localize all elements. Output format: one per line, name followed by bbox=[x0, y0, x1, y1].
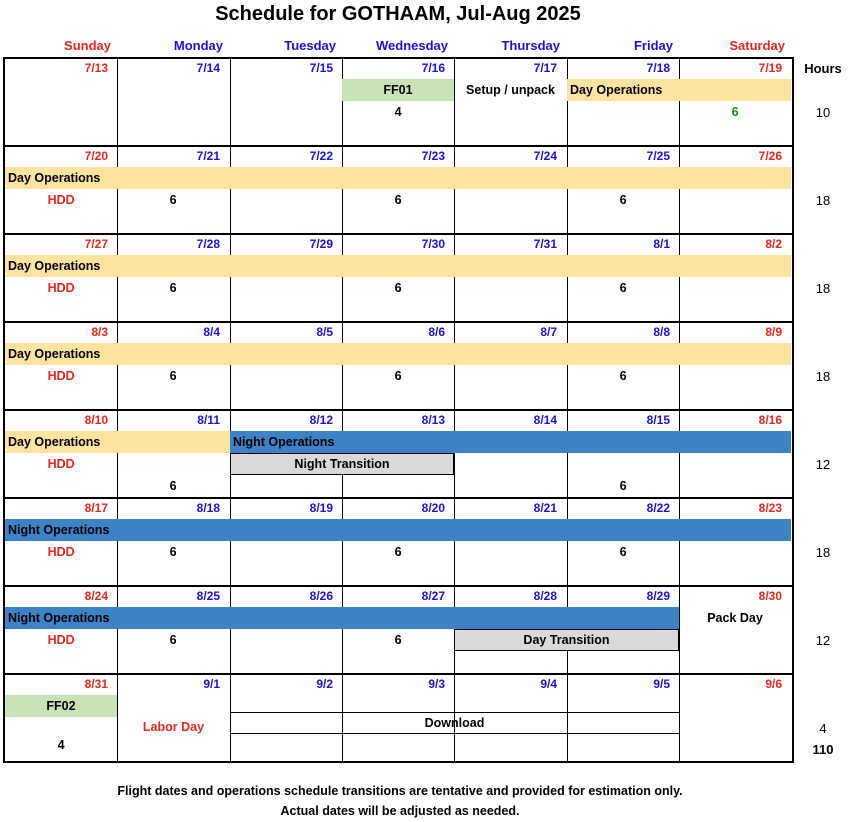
night-operations-band bbox=[5, 519, 791, 541]
date-label: 8/10 bbox=[84, 413, 108, 427]
date-label: 9/3 bbox=[428, 677, 445, 691]
weekly-hours: 18 bbox=[815, 369, 831, 384]
date-label: 7/30 bbox=[421, 237, 445, 251]
date-label: 8/20 bbox=[421, 501, 445, 515]
hours-value: 6 bbox=[169, 369, 177, 383]
hdd-label: HDD bbox=[47, 457, 75, 471]
week-row bbox=[3, 145, 794, 235]
hours-value: 6 bbox=[731, 105, 739, 119]
date-label: 8/30 bbox=[758, 589, 782, 603]
hours-value: 6 bbox=[619, 479, 627, 493]
hdd-label: HDD bbox=[47, 281, 75, 295]
date-label: 8/22 bbox=[646, 501, 670, 515]
page-title: Schedule for GOTHAAM, Jul-Aug 2025 bbox=[215, 3, 581, 25]
hours-value: 6 bbox=[619, 193, 627, 207]
day-operations-band bbox=[5, 343, 791, 365]
date-label: 7/24 bbox=[533, 149, 557, 163]
date-label: 7/17 bbox=[533, 61, 557, 75]
weekly-hours: 12 bbox=[815, 457, 831, 472]
hours-value: 6 bbox=[619, 369, 627, 383]
date-label: 8/2 bbox=[765, 237, 782, 251]
hours-value: 6 bbox=[394, 281, 402, 295]
date-label: 7/15 bbox=[309, 61, 333, 75]
date-label: 7/19 bbox=[758, 61, 782, 75]
date-label: 8/18 bbox=[196, 501, 220, 515]
date-label: 8/15 bbox=[646, 413, 670, 427]
date-label: 8/31 bbox=[84, 677, 108, 691]
band-label: Day Operations bbox=[8, 435, 101, 449]
band-label: Day Operations bbox=[8, 171, 101, 185]
band-label: Night Operations bbox=[233, 435, 335, 449]
date-label: 7/23 bbox=[421, 149, 445, 163]
date-label: 8/1 bbox=[653, 237, 670, 251]
date-label: 7/28 bbox=[196, 237, 220, 251]
night-operations-band bbox=[230, 431, 791, 453]
hours-value: 4 bbox=[394, 105, 402, 119]
band-label: Night Operations bbox=[8, 523, 110, 537]
date-label: 8/19 bbox=[309, 501, 333, 515]
hours-value: 6 bbox=[169, 545, 177, 559]
day-operations-band bbox=[5, 167, 791, 189]
weekly-hours: 4 bbox=[819, 721, 827, 736]
day-header-friday: Friday bbox=[633, 38, 673, 53]
day-operations-band bbox=[5, 255, 791, 277]
flight-band bbox=[342, 79, 454, 101]
footer-note-1: Flight dates and operations schedule transitions are tentative and provided for estimation only. bbox=[117, 784, 683, 798]
band-label: Day Operations bbox=[8, 259, 101, 273]
date-label: 7/31 bbox=[533, 237, 557, 251]
week-row bbox=[3, 409, 794, 499]
hdd-label: HDD bbox=[47, 193, 75, 207]
date-label: 8/8 bbox=[653, 325, 670, 339]
day-header-thursday: Thursday bbox=[501, 38, 560, 53]
band-label: Day Operations bbox=[8, 347, 101, 361]
date-label: 8/28 bbox=[533, 589, 557, 603]
holiday-label: Labor Day bbox=[142, 720, 205, 734]
total-hours: 110 bbox=[812, 742, 834, 757]
hours-value: 6 bbox=[394, 369, 402, 383]
date-label: 7/18 bbox=[646, 61, 670, 75]
day-header-tuesday: Tuesday bbox=[284, 38, 336, 53]
date-label: 9/4 bbox=[540, 677, 557, 691]
band-label: FF02 bbox=[46, 699, 76, 713]
date-label: 8/27 bbox=[421, 589, 445, 603]
day-header-monday: Monday bbox=[173, 38, 223, 53]
day-header-sunday: Sunday bbox=[64, 38, 111, 53]
date-label: 8/6 bbox=[428, 325, 445, 339]
date-label: 8/24 bbox=[84, 589, 108, 603]
date-label: 7/27 bbox=[84, 237, 108, 251]
hours-value: 6 bbox=[619, 281, 627, 295]
week-row bbox=[3, 585, 794, 675]
date-label: 7/20 bbox=[84, 149, 108, 163]
date-label: 8/21 bbox=[533, 501, 557, 515]
event-label: Setup / unpack bbox=[466, 83, 555, 97]
date-label: 9/5 bbox=[653, 677, 670, 691]
date-label: 7/13 bbox=[84, 61, 108, 75]
week-row bbox=[3, 57, 794, 147]
date-label: 8/26 bbox=[309, 589, 333, 603]
hdd-label: HDD bbox=[47, 633, 75, 647]
day-operations-band bbox=[567, 79, 791, 101]
footer-note-2: Actual dates will be adjusted as needed. bbox=[280, 804, 520, 818]
hours-value: 6 bbox=[394, 633, 402, 647]
day-header-wednesday: Wednesday bbox=[375, 38, 448, 53]
night-operations-band bbox=[5, 607, 679, 629]
date-label: 8/17 bbox=[84, 501, 108, 515]
hours-value: 6 bbox=[169, 479, 177, 493]
date-label: 8/29 bbox=[646, 589, 670, 603]
date-label: 8/25 bbox=[196, 589, 220, 603]
hours-value: 6 bbox=[394, 545, 402, 559]
week-row bbox=[3, 321, 794, 411]
flight-band bbox=[5, 695, 117, 717]
day-operations-band bbox=[5, 431, 230, 453]
weekly-hours: 10 bbox=[815, 105, 831, 120]
hours-value: 4 bbox=[57, 738, 65, 752]
transition-band: Day Transition bbox=[454, 629, 679, 651]
date-label: 9/2 bbox=[316, 677, 333, 691]
date-label: 8/13 bbox=[421, 413, 445, 427]
date-label: 8/11 bbox=[197, 413, 220, 427]
date-label: 7/14 bbox=[196, 61, 220, 75]
weekly-hours: 18 bbox=[815, 281, 831, 296]
hours-header: Hours bbox=[804, 61, 842, 76]
band-label: Night Operations bbox=[8, 611, 110, 625]
date-label: 8/4 bbox=[203, 325, 220, 339]
weekly-hours: 18 bbox=[815, 545, 831, 560]
hours-value: 6 bbox=[169, 193, 177, 207]
date-label: 8/23 bbox=[758, 501, 782, 515]
hours-value: 6 bbox=[169, 281, 177, 295]
date-label: 8/14 bbox=[533, 413, 557, 427]
hours-value: 6 bbox=[394, 193, 402, 207]
date-label: 9/1 bbox=[203, 677, 220, 691]
band-label: FF01 bbox=[383, 83, 413, 97]
date-label: 8/7 bbox=[540, 325, 557, 339]
band-label: Day Operations bbox=[570, 83, 663, 97]
weekly-hours: 18 bbox=[815, 193, 831, 208]
date-label: 7/22 bbox=[309, 149, 333, 163]
hdd-label: HDD bbox=[47, 545, 75, 559]
date-label: 7/25 bbox=[646, 149, 670, 163]
hdd-label: HDD bbox=[47, 369, 75, 383]
day-header-saturday: Saturday bbox=[729, 38, 785, 53]
weekly-hours: 12 bbox=[815, 633, 831, 648]
week-row bbox=[3, 673, 794, 763]
date-label: 7/26 bbox=[758, 149, 782, 163]
date-label: 8/3 bbox=[91, 325, 108, 339]
date-label: 8/9 bbox=[765, 325, 782, 339]
hours-value: 6 bbox=[619, 545, 627, 559]
week-row bbox=[3, 497, 794, 587]
transition-band: Night Transition bbox=[230, 453, 454, 475]
date-label: 8/12 bbox=[309, 413, 333, 427]
date-label: 8/5 bbox=[316, 325, 333, 339]
date-label: 8/16 bbox=[758, 413, 782, 427]
date-label: 9/6 bbox=[765, 677, 782, 691]
date-label: 7/16 bbox=[421, 61, 445, 75]
date-label: 7/21 bbox=[196, 149, 220, 163]
date-label: 7/29 bbox=[309, 237, 333, 251]
week-row bbox=[3, 233, 794, 323]
event-label: Pack Day bbox=[707, 611, 763, 625]
band-label: Download bbox=[424, 716, 485, 730]
download-band bbox=[230, 712, 679, 734]
hours-value: 6 bbox=[169, 633, 177, 647]
